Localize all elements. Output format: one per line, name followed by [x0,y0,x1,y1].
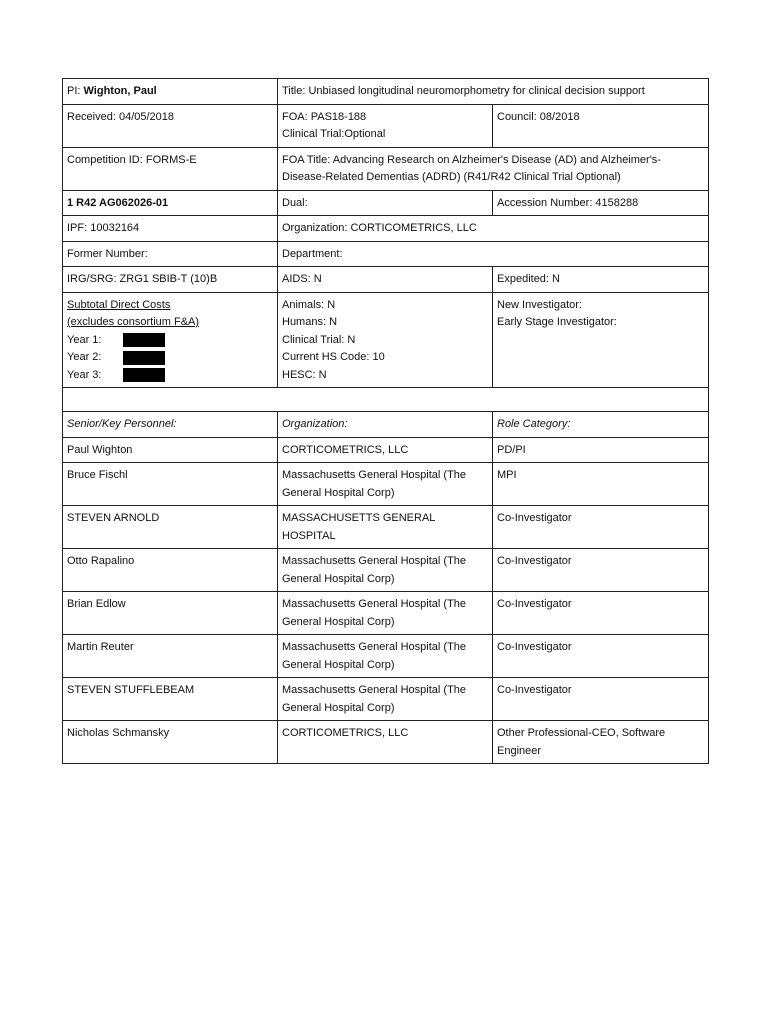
year-2-label: Year 2: [67,351,102,363]
new-investigator: New Investigator: [497,298,582,311]
accession-number: Accession Number: 4158288 [493,190,709,216]
dual-field: Dual: [278,190,493,216]
expedited-flag: Expedited: N [493,267,709,293]
personnel-row [63,721,709,764]
pi-row [63,79,709,105]
received-date: Received: 04/05/2018 [63,104,278,147]
foa-cell [278,104,493,147]
personnel-row [63,506,709,549]
person-name-line-1: Martin Reuter [67,641,134,653]
person-role [493,721,709,764]
redaction-box [123,351,165,365]
person-name [63,549,278,592]
early-stage-investigator: Early Stage Investigator: [497,316,617,328]
redaction-box [123,368,165,382]
aids-flag: AIDS: N [278,267,493,293]
costs-row [63,292,709,388]
organization-header: Organization: [278,412,493,438]
person-role-line-1: Co-Investigator [497,641,572,653]
person-organization [278,463,493,506]
person-name-line-1: STEVEN ARNOLD [67,512,160,524]
person-role-line-1: PD/PI [497,443,526,456]
person-organization [278,549,493,592]
person-role [493,506,709,549]
grant-number: 1 R42 AG062026-01 [63,190,278,216]
person-name-line-1: Paul Wighton [67,443,133,456]
person-organization-line-1: MASSACHUSETTS GENERAL [282,512,436,524]
pi-label: PI: [67,85,81,97]
ipf-row [63,216,709,242]
irg-row [63,267,709,293]
investigator-status-cell [493,292,709,388]
person-name-line-1: Brian Edlow [67,598,126,610]
person-role [493,635,709,678]
department: Department: [278,241,709,267]
person-name-line-1: Nicholas Schmansky [67,727,170,739]
person-organization-line-1: CORTICOMETRICS, LLC [282,443,409,456]
person-name [63,721,278,764]
pi-cell [63,79,278,105]
subtotal-label: Subtotal Direct Costs [67,298,171,311]
person-organization-line-2: HOSPITAL [282,529,336,542]
foa-title-line1: FOA Title: Advancing Research on Alzheimer's Disease (AD) and Alzheimer's- [282,153,661,166]
organization: Organization: CORTICOMETRICS, LLC [278,216,709,242]
year-3-label: Year 3: [67,368,102,381]
person-role-line-1: MPI [497,469,517,481]
blank-spacer [63,388,709,412]
person-role-line-1: Co-Investigator [497,684,572,696]
person-name [63,437,278,463]
person-role [493,549,709,592]
person-name [63,506,278,549]
direct-costs-cell [63,292,278,388]
personnel-header-row [63,412,709,438]
humans-flag: Humans: N [282,316,338,328]
grant-number-row [63,190,709,216]
person-organization-line-1: Massachusetts General Hospital (The [282,469,467,481]
person-name [63,635,278,678]
person-organization-line-2: General Hospital Corp) [282,658,395,671]
foa-title-line2: Disease-Related Dementias (ADRD) (R41/R42 Clinical Trial Optional) [282,171,621,183]
clinical-trial-flag: Clinical Trial: N [282,333,356,346]
person-organization-line-2: General Hospital Corp) [282,701,395,714]
person-organization-line-1: CORTICOMETRICS, LLC [282,727,409,739]
person-organization [278,721,493,764]
competition-id: Competition ID: FORMS-E [63,147,278,190]
person-name [63,678,278,721]
competition-row [63,147,709,190]
pi-name: Wighton, Paul [83,85,157,97]
person-role [493,678,709,721]
personnel-row [63,549,709,592]
project-title: Title: Unbiased longitudinal neuromorphometry for clinical decision support [278,79,709,105]
spacer-row [63,388,709,412]
person-name [63,463,278,506]
person-role-line-1: Co-Investigator [497,512,572,524]
animals-flag: Animals: N [282,298,336,311]
person-organization-line-1: Massachusetts General Hospital (The [282,555,467,567]
clinical-trial-option: Clinical Trial:Optional [282,128,386,140]
foa-number: FOA: PAS18-188 [282,110,367,123]
person-organization-line-1: Massachusetts General Hospital (The [282,641,467,653]
redaction-box [123,333,165,347]
person-role [493,437,709,463]
foa-title-cell [278,147,709,190]
person-role [493,592,709,635]
role-header: Role Category: [493,412,709,438]
irg-srg: IRG/SRG: ZRG1 SBIB-T (10)B [63,267,278,293]
person-name-line-1: STEVEN STUFFLEBEAM [67,684,195,696]
person-role-line-1: Other Professional-CEO, Software [497,727,666,739]
person-organization-line-2: General Hospital Corp) [282,572,395,585]
person-name-line-1: Otto Rapalino [67,555,135,567]
person-organization [278,678,493,721]
person-name [63,592,278,635]
person-role [493,463,709,506]
person-organization-line-1: Massachusetts General Hospital (The [282,684,467,696]
ipf-number: IPF: 10032164 [63,216,278,242]
personnel-row [63,437,709,463]
former-number-row [63,241,709,267]
personnel-row [63,592,709,635]
year-1-cost [67,332,273,350]
personnel-header: Senior/Key Personnel: [63,412,278,438]
received-row [63,104,709,147]
person-organization-line-2: General Hospital Corp) [282,486,395,499]
hesc-flag: HESC: N [282,368,327,381]
year-1-label: Year 1: [67,333,102,346]
person-organization [278,635,493,678]
hs-code: Current HS Code: 10 [282,351,385,363]
former-number: Former Number: [63,241,278,267]
person-organization-line-1: Massachusetts General Hospital (The [282,598,467,610]
year-3-cost [67,367,273,385]
person-organization [278,437,493,463]
subtotal-note: (excludes consortium F&A) [67,316,200,328]
human-subjects-cell [278,292,493,388]
person-role-line-1: Co-Investigator [497,598,572,610]
personnel-list [63,437,709,764]
personnel-row [63,678,709,721]
council-date: Council: 08/2018 [493,104,709,147]
person-role-line-1: Co-Investigator [497,555,572,567]
personnel-row [63,463,709,506]
year-2-cost [67,349,273,367]
person-organization [278,506,493,549]
person-organization-line-2: General Hospital Corp) [282,615,395,628]
person-role-line-2: Engineer [497,744,542,757]
personnel-row [63,635,709,678]
person-organization [278,592,493,635]
grant-summary-table [62,78,709,764]
person-name-line-1: Bruce Fischl [67,469,128,481]
